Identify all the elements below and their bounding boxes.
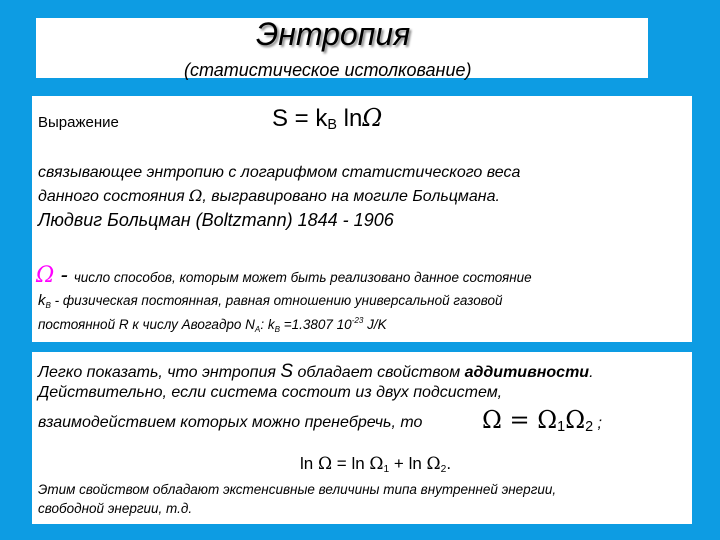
additivity-line-5: Этим свойством обладают экстенсивные величины типа внутренней энергии, [38,482,557,497]
ln-sub-1: 1 [383,464,390,475]
formula-omega: Ω [362,104,383,132]
ln-omega-1: Ω [369,454,384,474]
kb-value-line [38,316,387,334]
kb-b-sub: B [274,325,280,334]
kb-line2a: постоянной R к числу Авогадро N [38,317,255,332]
additivity-s: S [280,361,294,382]
additivity-line-1 [38,361,594,383]
additivity-line-6: свободной энергии, т.д. [38,501,193,516]
page-title: Энтропия [256,16,411,52]
expression-label: Выражение [38,114,119,131]
eq-sub-2: 2 [585,419,594,435]
boltzmann-line: Людвиг Больцман (Boltzmann) 1844 - 1906 [38,210,394,230]
definition-line-2b: , выгравировано на могиле Больцмана. [202,188,500,205]
ln-b: = ln [332,454,370,473]
product-equation [482,406,602,435]
omega-definition [36,262,532,288]
kb-b: B [45,301,51,310]
additivity-1c: . [589,364,594,381]
kb-k: k [38,292,46,309]
kb-na-sub: A [254,325,261,334]
omega-symbol: Ω [36,263,55,288]
eq-omega-2: Ω [565,406,586,434]
additivity-line-3: взаимодействием которых можно пренебречь, то [38,414,423,431]
definition-line-1: связывающее энтропию с логарифмом статистического веса [38,164,521,181]
formula-ln: ln [336,105,363,132]
page-subtitle: (статистическое истолкование) [184,60,472,80]
entropy-formula [272,104,382,133]
ln-c: + ln [389,454,427,473]
eq-end: ; [593,415,602,432]
kb-definition [38,292,502,310]
kb-exponent: -23 [351,316,364,325]
kb-text: - физическая постоянная, равная отношению универсальной газовой [50,293,503,308]
additivity-line-2: Действительно, если система состоит из двух подсистем, [38,384,503,401]
ln-a: ln [300,454,318,473]
omega-dash: - [54,262,74,287]
formula-b-sub: B [327,117,337,133]
additivity-bold: аддитивности [464,364,590,381]
definition-omega: Ω [189,186,203,205]
log-equation [300,454,451,475]
kb-line2d: J/K [363,317,387,332]
additivity-1b: обладает свойством [293,364,465,381]
ln-omega: Ω [317,454,333,474]
ln-omega-2: Ω [426,454,441,474]
definition-line-2 [38,186,500,206]
ln-d: . [446,454,452,473]
omega-text: число способов, которым может быть реализовано данное состояние [73,270,532,285]
kb-line2b: : k [260,317,275,332]
ln-sub-2: 2 [440,464,447,475]
definition-line-2a: данного состояния [38,188,190,205]
kb-line2c: =1.3807 10 [280,317,352,332]
eq-sub-1: 1 [557,419,566,435]
eq-omega: Ω = Ω [482,406,558,434]
additivity-1a: Легко показать, что энтропия [38,364,281,381]
formula-s-k: S = k [272,105,328,132]
